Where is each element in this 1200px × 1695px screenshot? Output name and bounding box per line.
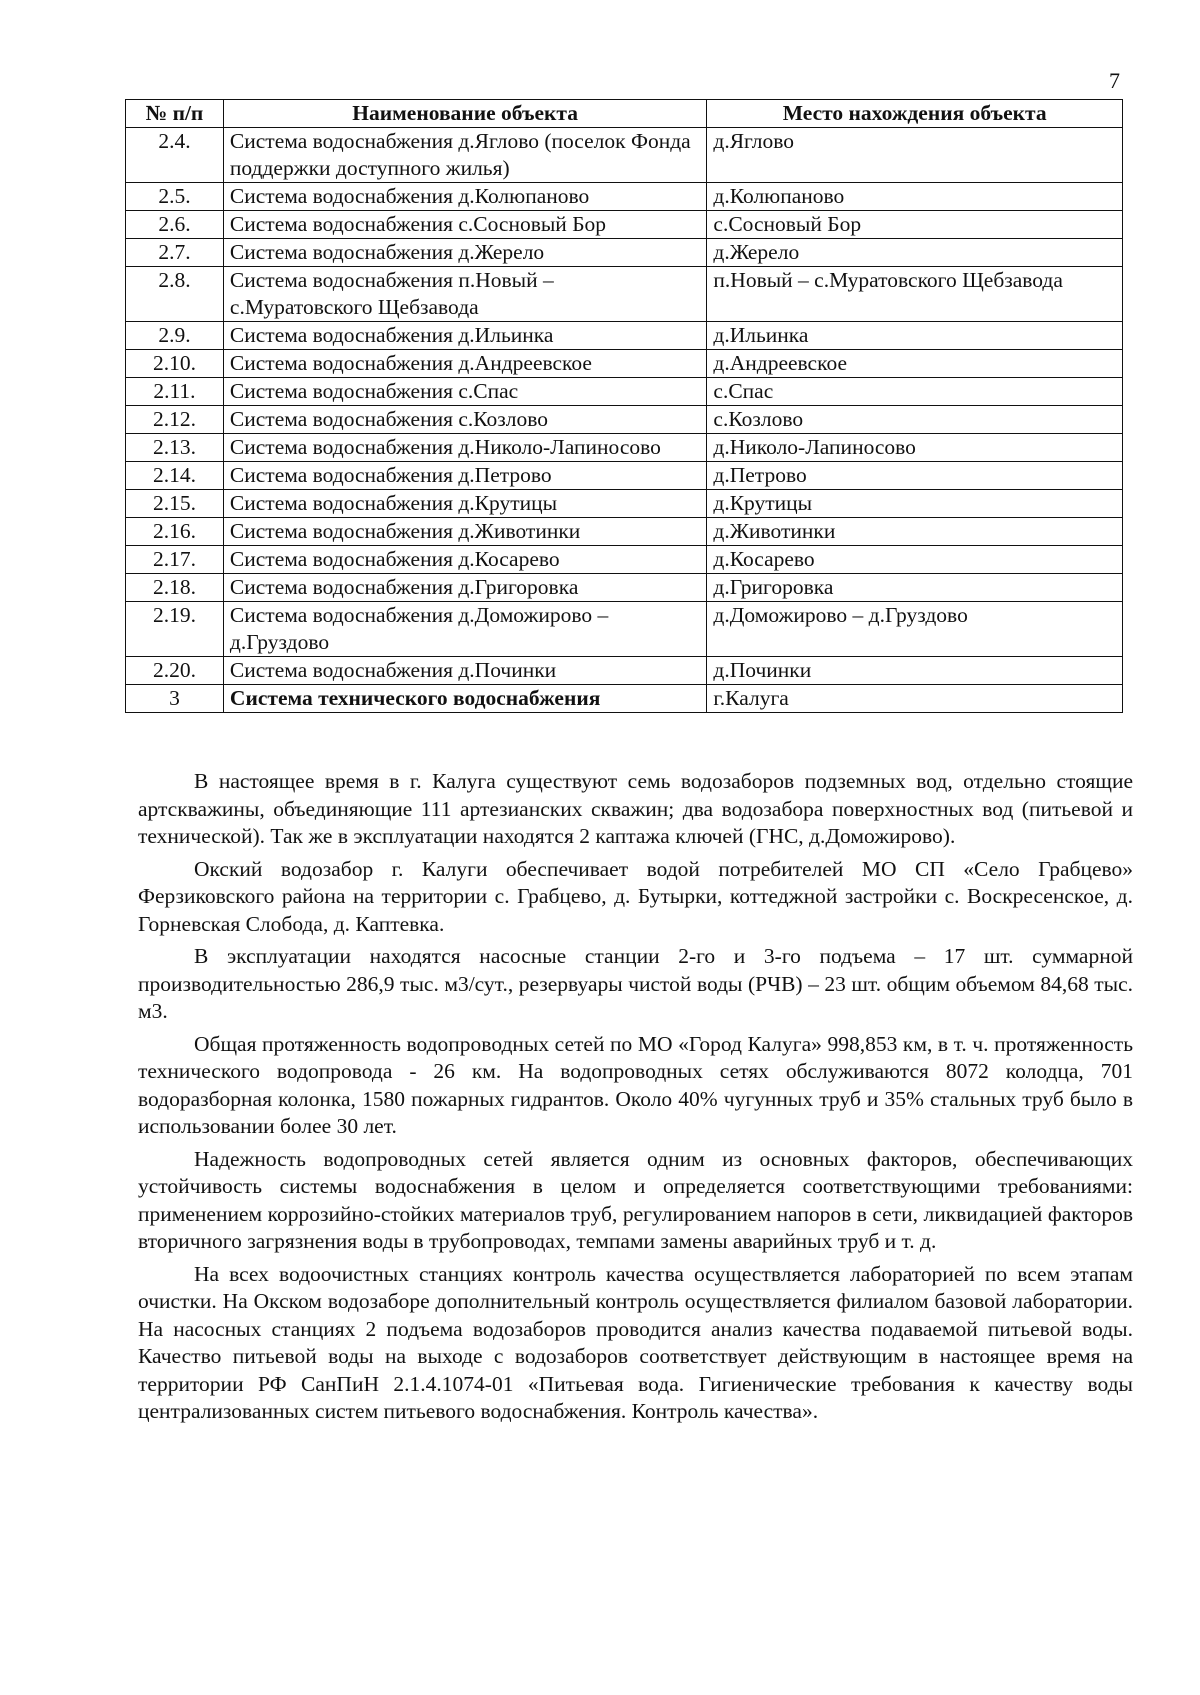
row-number: 2.13. (126, 434, 224, 462)
row-number: 2.10. (126, 350, 224, 378)
paragraph: В настоящее время в г. Калуга существуют семь водозаборов подземных вод, отдельно стоящие артскважины, объединяющие 111 артезианских скважин; два водозабора поверхностных вод (питьевой и технической). Так же в эксплуатации находятся 2 каптажа ключей (ГНС, д.Доможирово). (138, 769, 1133, 848)
row-object-location: д.Косарево (707, 546, 1123, 574)
row-number: 2.14. (126, 462, 224, 490)
row-object-location: д.Петрово (707, 462, 1123, 490)
table-row (126, 490, 1123, 518)
table-row (126, 574, 1123, 602)
row-object-location: д.Починки (707, 657, 1123, 685)
page-number: 7 (1109, 68, 1120, 93)
paragraph: Общая протяженность водопроводных сетей по МО «Город Калуга» 998,853 км, в т. ч. протяженность технического водопровода - 26 км. На водопроводных сетях обслуживаются 8072 колодца, 701 водоразборная колонка, 1580 пожарных гидрантов. Около 40% чугунных труб и 35% стальных труб было в использовании более 30 лет. (138, 1031, 1133, 1138)
row-object-name: Система водоснабжения с.Козлово (223, 406, 706, 434)
table-row (126, 378, 1123, 406)
row-number: 2.17. (126, 546, 224, 574)
row-object-location: с.Спас (707, 378, 1123, 406)
header-object-name: Наименование объекта (223, 100, 706, 128)
row-number: 2.9. (126, 322, 224, 350)
body-text (138, 768, 1133, 1431)
row-object-location: д.Григоровка (707, 574, 1123, 602)
row-number: 2.8. (126, 267, 224, 322)
table-row (126, 183, 1123, 211)
row-object-location: д.Доможирово – д.Груздово (707, 602, 1123, 657)
row-object-location: д.Яглово (707, 128, 1123, 183)
row-number: 2.16. (126, 518, 224, 546)
row-number: 2.7. (126, 239, 224, 267)
row-object-location: д.Жерело (707, 239, 1123, 267)
table-row (126, 546, 1123, 574)
table-row (126, 239, 1123, 267)
row-number: 2.15. (126, 490, 224, 518)
table-row (126, 602, 1123, 657)
row-object-name: Система водоснабжения д.Николо-Лапиносово (223, 434, 706, 462)
row-number: 2.6. (126, 211, 224, 239)
row-object-name: Система водоснабжения д.Крутицы (223, 490, 706, 518)
row-number: 2.18. (126, 574, 224, 602)
table-row (126, 518, 1123, 546)
paragraph: На всех водоочистных станциях контроль качества осуществляется лабораторией по всем этапам очистки. На Окском водозаборе дополнительный контроль осуществляется филиалом базовой лаборатории. На насосных станциях 2 подъема водозаборов проводится анализ качества подаваемой питьевой воды. Качество питьевой воды на выходе с водозаборов соответствует действующим в настоящее время на территории РФ СанПиН 2.1.4.1074-01 «Питьевая вода. Гигиенические требования к качеству воды централизованных систем питьевого водоснабжения. Контроль качества». (138, 1261, 1133, 1423)
table-row (126, 657, 1123, 685)
table-row (126, 128, 1123, 183)
table-body (126, 128, 1123, 713)
row-object-location: д.Колюпаново (707, 183, 1123, 211)
row-object-name: Система водоснабжения п.Новый – с.Муратовского Щебзавода (223, 267, 706, 322)
row-object-name: Система водоснабжения д.Андреевское (223, 350, 706, 378)
row-number: 2.5. (126, 183, 224, 211)
row-object-location: п.Новый – с.Муратовского Щебзавода (707, 267, 1123, 322)
table-row (126, 267, 1123, 322)
row-object-name: Система водоснабжения д.Косарево (223, 546, 706, 574)
row-object-location: с.Козлово (707, 406, 1123, 434)
row-object-name: Система водоснабжения д.Яглово (поселок Фонда поддержки доступного жилья) (223, 128, 706, 183)
row-number: 2.19. (126, 602, 224, 657)
row-object-location: с.Сосновый Бор (707, 211, 1123, 239)
row-object-location: г.Калуга (707, 685, 1123, 713)
row-object-name: Система водоснабжения д.Григоровка (223, 574, 706, 602)
row-number: 2.11. (126, 378, 224, 406)
row-number: 2.4. (126, 128, 224, 183)
row-number: 2.12. (126, 406, 224, 434)
row-object-name: Система водоснабжения д.Колюпаново (223, 183, 706, 211)
table-row (126, 685, 1123, 713)
row-object-name: Система водоснабжения д.Животинки (223, 518, 706, 546)
paragraph: В эксплуатации находятся насосные станции 2-го и 3-го подъема – 17 шт. суммарной производительностью 286,9 тыс. м3/сут., резервуары чистой воды (РЧВ) – 23 шт. общим объемом 84,68 тыс. м3. (138, 944, 1133, 1023)
table-row (126, 462, 1123, 490)
row-object-location: д.Животинки (707, 518, 1123, 546)
row-object-name: Система водоснабжения д.Доможирово – д.Груздово (223, 602, 706, 657)
row-number: 2.20. (126, 657, 224, 685)
row-object-name: Система водоснабжения д.Починки (223, 657, 706, 685)
paragraph: Надежность водопроводных сетей является одним из основных факторов, обеспечивающих устойчивость системы водоснабжения в целом и определяется соответствующими требованиями: применением коррозийно-стойких материалов труб, регулированием напоров в сети, ликвидацией факторов вторичного загрязнения воды в трубопроводах, темпами замены аварийных труб и т. д. (138, 1146, 1133, 1253)
row-object-name: Система водоснабжения д.Ильинка (223, 322, 706, 350)
paragraph: Окский водозабор г. Калуги обеспечивает водой потребителей МО СП «Село Грабцево» Ферзиковского района на территории с. Грабцево, д. Бутырки, коттеджной застройки с. Воскресенское, д. Горневская Слобода, д. Каптевка. (138, 856, 1133, 936)
row-object-name: Система водоснабжения д.Петрово (223, 462, 706, 490)
table-row (126, 322, 1123, 350)
row-object-location: д.Крутицы (707, 490, 1123, 518)
header-number: № п/п (126, 100, 224, 128)
table-header-row (126, 100, 1123, 128)
table-row (126, 211, 1123, 239)
row-number: 3 (126, 685, 224, 713)
row-object-name: Система водоснабжения с.Спас (223, 378, 706, 406)
row-object-name: Система водоснабжения д.Жерело (223, 239, 706, 267)
objects-table (125, 99, 1123, 713)
row-object-name: Система водоснабжения с.Сосновый Бор (223, 211, 706, 239)
table-row (126, 350, 1123, 378)
row-object-name: Система технического водоснабжения (223, 685, 706, 713)
table-row (126, 406, 1123, 434)
row-object-location: д.Ильинка (707, 322, 1123, 350)
header-object-location: Место нахождения объекта (707, 100, 1123, 128)
table-row (126, 434, 1123, 462)
row-object-location: д.Николо-Лапиносово (707, 434, 1123, 462)
row-object-location: д.Андреевское (707, 350, 1123, 378)
